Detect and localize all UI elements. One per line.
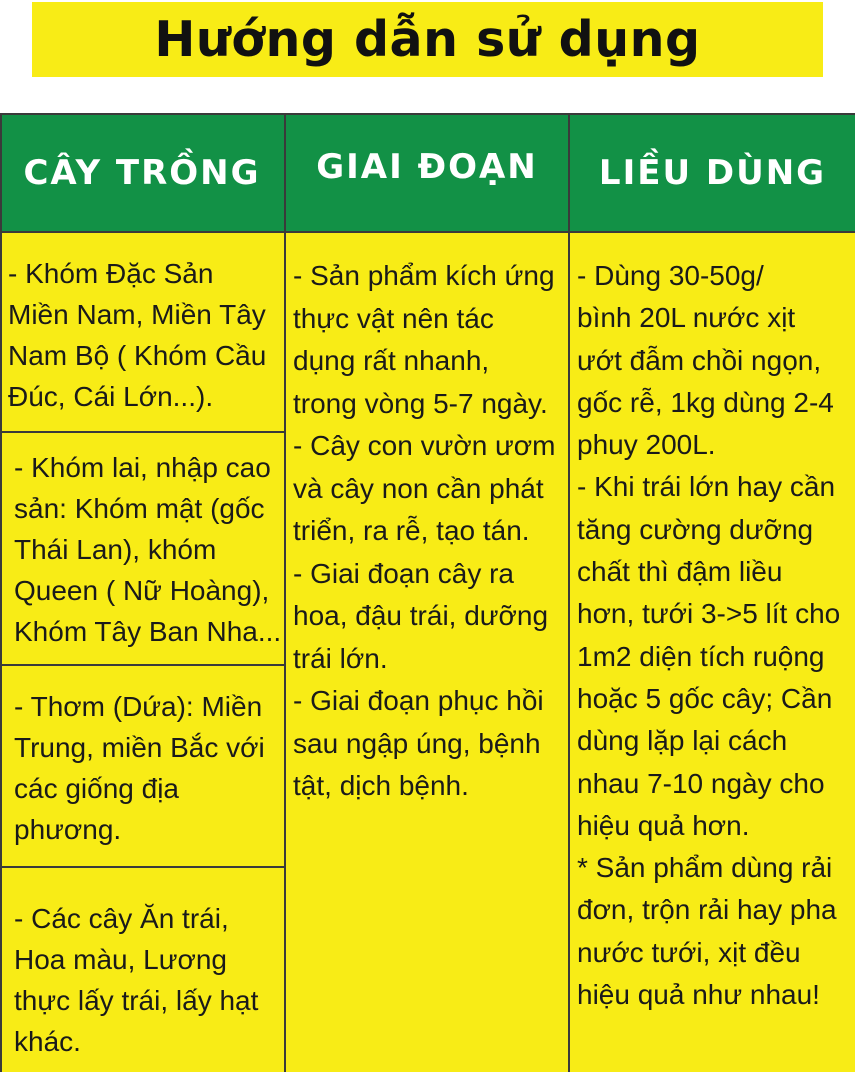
cell-line: * Sản phẩm dùng rải [577, 852, 833, 884]
crop-cell [2, 898, 284, 1062]
header-crop: CÂY TRỒNG [23, 153, 261, 193]
cell-line: triển, ra rễ, tạo tán. [293, 515, 530, 546]
crop-cell [2, 686, 284, 850]
cell-line: trong vòng 5-7 ngày. [293, 387, 548, 419]
cell-line: Queen ( Nữ Hoàng), [14, 575, 270, 606]
cell-line: ướt đẫm chồi ngọn, [577, 344, 822, 376]
cell-line: - Các cây Ăn trái, [14, 903, 229, 934]
dosage-cell [577, 255, 853, 1016]
cell-line: tật, dịch bệnh. [293, 770, 469, 801]
cell-line: hiệu quả như nhau! [577, 979, 820, 1011]
row-divider [0, 866, 284, 868]
cell-line: nhau 7-10 ngày cho [577, 767, 825, 799]
cell-line: - Sản phẩm kích ứng [293, 260, 555, 291]
header-stage: GIAI ĐOẠN [316, 147, 538, 187]
cell-line: - Cây con vườn ươm [293, 430, 556, 461]
cell-line: - Khóm Đặc Sản [8, 258, 214, 289]
cell-line: phương. [14, 814, 122, 845]
header-divider [0, 231, 855, 233]
cell-line: - Giai đoạn phục hồi [293, 685, 544, 716]
cell-line: Thái Lan), khóm [14, 534, 217, 565]
cell-line: sau ngập úng, bệnh [293, 727, 541, 759]
cell-line: và cây non cần phát [293, 472, 544, 504]
header-dosage: LIỀU DÙNG [598, 153, 827, 193]
usage-table [0, 113, 855, 1072]
cell-line: thực vật nên tác [293, 302, 494, 334]
title-banner [32, 2, 823, 77]
cell-line: Trung, miền Bắc với [14, 732, 265, 763]
row-divider [0, 431, 284, 433]
cell-line: hiệu quả hơn. [577, 809, 750, 841]
row-divider [0, 664, 284, 666]
cell-line: khác. [14, 1026, 81, 1057]
cell-line: tăng cường dưỡng [577, 513, 814, 545]
column-divider [284, 115, 286, 1072]
cell-line: sản: Khóm mật (gốc [14, 493, 265, 524]
cell-line: hoặc 5 gốc cây; Cần [577, 682, 833, 714]
cell-line: hơn, tưới 3->5 lít cho [577, 598, 841, 630]
cell-line: Nam Bộ ( Khóm Cầu [8, 340, 267, 371]
cell-line: chất thì đậm liều [577, 556, 783, 588]
cell-line: phuy 200L. [577, 429, 716, 461]
cell-line: bình 20L nước xịt [577, 302, 796, 334]
cell-line: hoa, đậu trái, dưỡng [293, 600, 549, 631]
cell-line: - Khóm lai, nhập cao [14, 452, 271, 483]
cell-line: - Khi trái lớn hay cần [577, 471, 836, 503]
cell-line: Miền Nam, Miền Tây [8, 299, 266, 330]
cell-line: 1m2 diện tích ruộng [577, 640, 825, 672]
table-header-row [0, 115, 855, 231]
cell-line: dùng lặp lại cách [577, 725, 788, 757]
cell-line: thực lấy trái, lấy hạt [14, 985, 259, 1016]
cell-line: các giống địa [14, 773, 180, 804]
page-title: Hướng dẫn sử dụng [154, 11, 701, 68]
cell-line: trái lớn. [293, 642, 388, 674]
stage-cell [293, 255, 563, 808]
cell-line: - Thơm (Dứa): Miền [14, 691, 263, 722]
cell-line: Khóm Tây Ban Nha... [14, 616, 282, 647]
crop-cell [2, 253, 284, 417]
cell-line: gốc rễ, 1kg dùng 2-4 [577, 386, 834, 418]
cell-line: Đúc, Cái Lớn...). [8, 381, 214, 412]
cell-line: dụng rất nhanh, [293, 345, 490, 376]
column-divider [568, 115, 570, 1072]
cell-line: - Giai đoạn cây ra [293, 557, 514, 589]
cell-line: - Dùng 30-50g/ [577, 260, 764, 291]
cell-line: Hoa màu, Lương [14, 944, 227, 975]
crop-cell [2, 447, 284, 652]
cell-line: đơn, trộn rải hay pha [577, 894, 837, 926]
cell-line: nước tưới, xịt đều [577, 936, 801, 968]
